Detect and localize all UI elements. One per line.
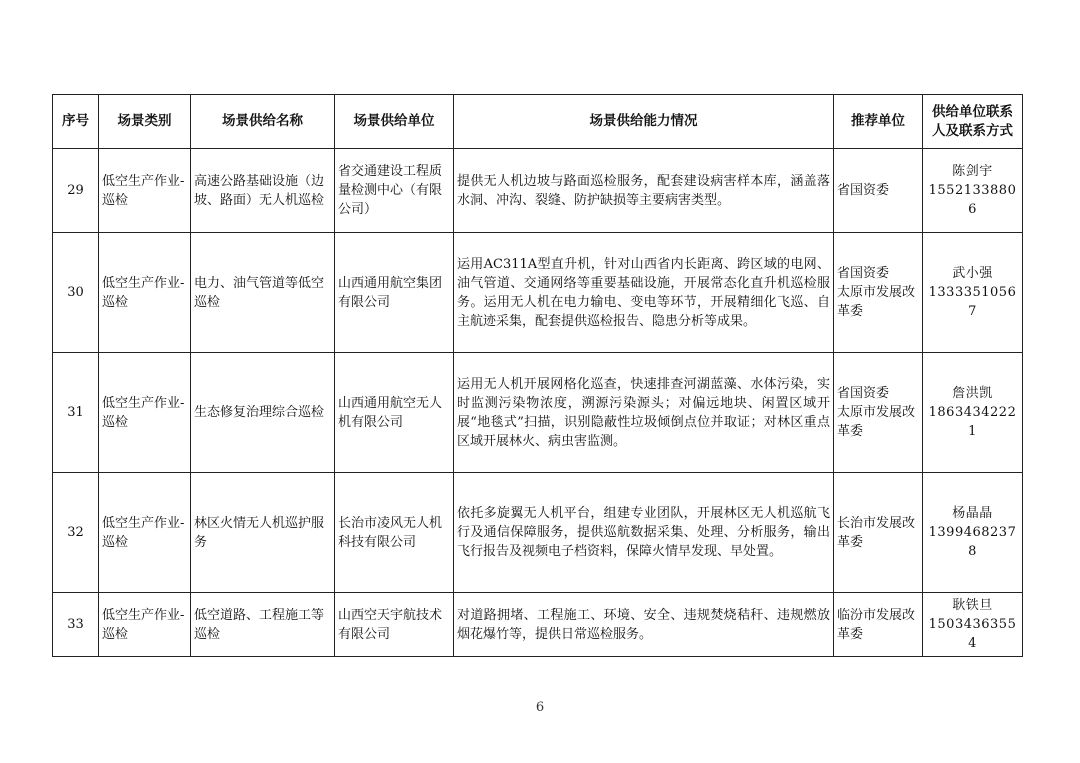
row-contact	[923, 353, 1023, 473]
contact-name: 杨晶晶	[952, 506, 993, 521]
contact-name: 耿铁旦	[952, 598, 993, 613]
scene-supply-table	[52, 94, 1023, 657]
header-recommender: 推荐单位	[834, 95, 923, 149]
recommender-line: 省国资委	[837, 266, 890, 281]
contact-phone: 15034363554	[928, 617, 1017, 651]
header-unit: 场景供给单位	[335, 95, 454, 149]
row-no: 33	[53, 593, 99, 657]
row-name: 电力、油气管道等低空巡检	[191, 233, 335, 353]
row-name: 高速公路基础设施（边坡、路面）无人机巡检	[191, 149, 335, 233]
recommender-line: 临汾市发展改革委	[837, 607, 916, 642]
row-ability: 运用AC311A型直升机，针对山西省内长距离、跨区域的电网、油气管道、交通网络等重要基础设施，开展常态化直升机巡检服务。运用无人机在电力输电、变电等环节，开展精细化飞巡、自主航迹采集，配套提供巡检报告、隐患分析等成果。	[454, 233, 834, 353]
row-no: 31	[53, 353, 99, 473]
row-category: 低空生产作业-巡检	[99, 473, 191, 593]
contact-phone: 13333510567	[928, 285, 1017, 319]
row-contact	[923, 233, 1023, 353]
row-ability: 提供无人机边坡与路面巡检服务，配套建设病害样本库，涵盖落水洞、冲沟、裂缝、防护缺损等主要病害类型。	[454, 149, 834, 233]
row-unit: 山西通用航空无人机有限公司	[335, 353, 454, 473]
row-category: 低空生产作业-巡检	[99, 233, 191, 353]
row-ability: 运用无人机开展网格化巡查，快速排查河湖蓝藻、水体污染，实时监测污染物浓度，溯源污染源头；对偏远地块、闲置区域开展“地毯式”扫描，识别隐蔽性垃圾倾倒点位并取证；对林区重点区域开展林火、病虫害监测。	[454, 353, 834, 473]
contact-phone: 18634342221	[928, 405, 1017, 439]
header-contact: 供给单位联系人及联系方式	[923, 95, 1023, 149]
header-category: 场景类别	[99, 95, 191, 149]
row-contact	[923, 593, 1023, 657]
recommender-line: 省国资委	[837, 386, 890, 401]
header-no: 序号	[53, 95, 99, 149]
table-row	[53, 149, 1023, 233]
row-recommender	[834, 149, 923, 233]
recommender-line: 太原市发展改革委	[837, 285, 916, 319]
row-recommender	[834, 593, 923, 657]
table-row	[53, 593, 1023, 657]
row-no: 29	[53, 149, 99, 233]
recommender-line: 省国资委	[837, 183, 890, 198]
header-name: 场景供给名称	[191, 95, 335, 149]
row-unit: 省交通建设工程质量检测中心（有限公司）	[335, 149, 454, 233]
row-unit: 山西空天宇航技术有限公司	[335, 593, 454, 657]
row-contact	[923, 473, 1023, 593]
table-header-row	[53, 95, 1023, 149]
row-no: 30	[53, 233, 99, 353]
row-category: 低空生产作业-巡检	[99, 149, 191, 233]
row-no: 32	[53, 473, 99, 593]
row-contact	[923, 149, 1023, 233]
recommender-line: 长治市发展改革委	[837, 515, 916, 550]
row-recommender	[834, 233, 923, 353]
contact-name: 詹洪凯	[952, 386, 993, 401]
contact-name: 陈剑宇	[952, 164, 993, 179]
row-recommender	[834, 473, 923, 593]
table-row	[53, 353, 1023, 473]
contact-phone: 15521338806	[928, 183, 1017, 217]
page-number: 6	[535, 700, 545, 715]
table-row	[53, 473, 1023, 593]
row-category: 低空生产作业-巡检	[99, 353, 191, 473]
row-name: 低空道路、工程施工等巡检	[191, 593, 335, 657]
row-ability: 依托多旋翼无人机平台，组建专业团队，开展林区无人机巡航飞行及通信保障服务，提供巡航数据采集、处理、分析服务，输出飞行报告及视频电子档资料，保障火情早发现、早处置。	[454, 473, 834, 593]
recommender-line: 太原市发展改革委	[837, 405, 916, 439]
header-ability: 场景供给能力情况	[454, 95, 834, 149]
row-category: 低空生产作业-巡检	[99, 593, 191, 657]
row-name: 林区火情无人机巡护服务	[191, 473, 335, 593]
contact-name: 武小强	[952, 266, 993, 281]
contact-phone: 13994682378	[928, 525, 1017, 559]
row-ability: 对道路拥堵、工程施工、环境、安全、违规焚烧秸秆、违规燃放烟花爆竹等，提供日常巡检服务。	[454, 593, 834, 657]
table-row	[53, 233, 1023, 353]
row-unit: 山西通用航空集团有限公司	[335, 233, 454, 353]
row-name: 生态修复治理综合巡检	[191, 353, 335, 473]
row-unit: 长治市凌风无人机科技有限公司	[335, 473, 454, 593]
row-recommender	[834, 353, 923, 473]
